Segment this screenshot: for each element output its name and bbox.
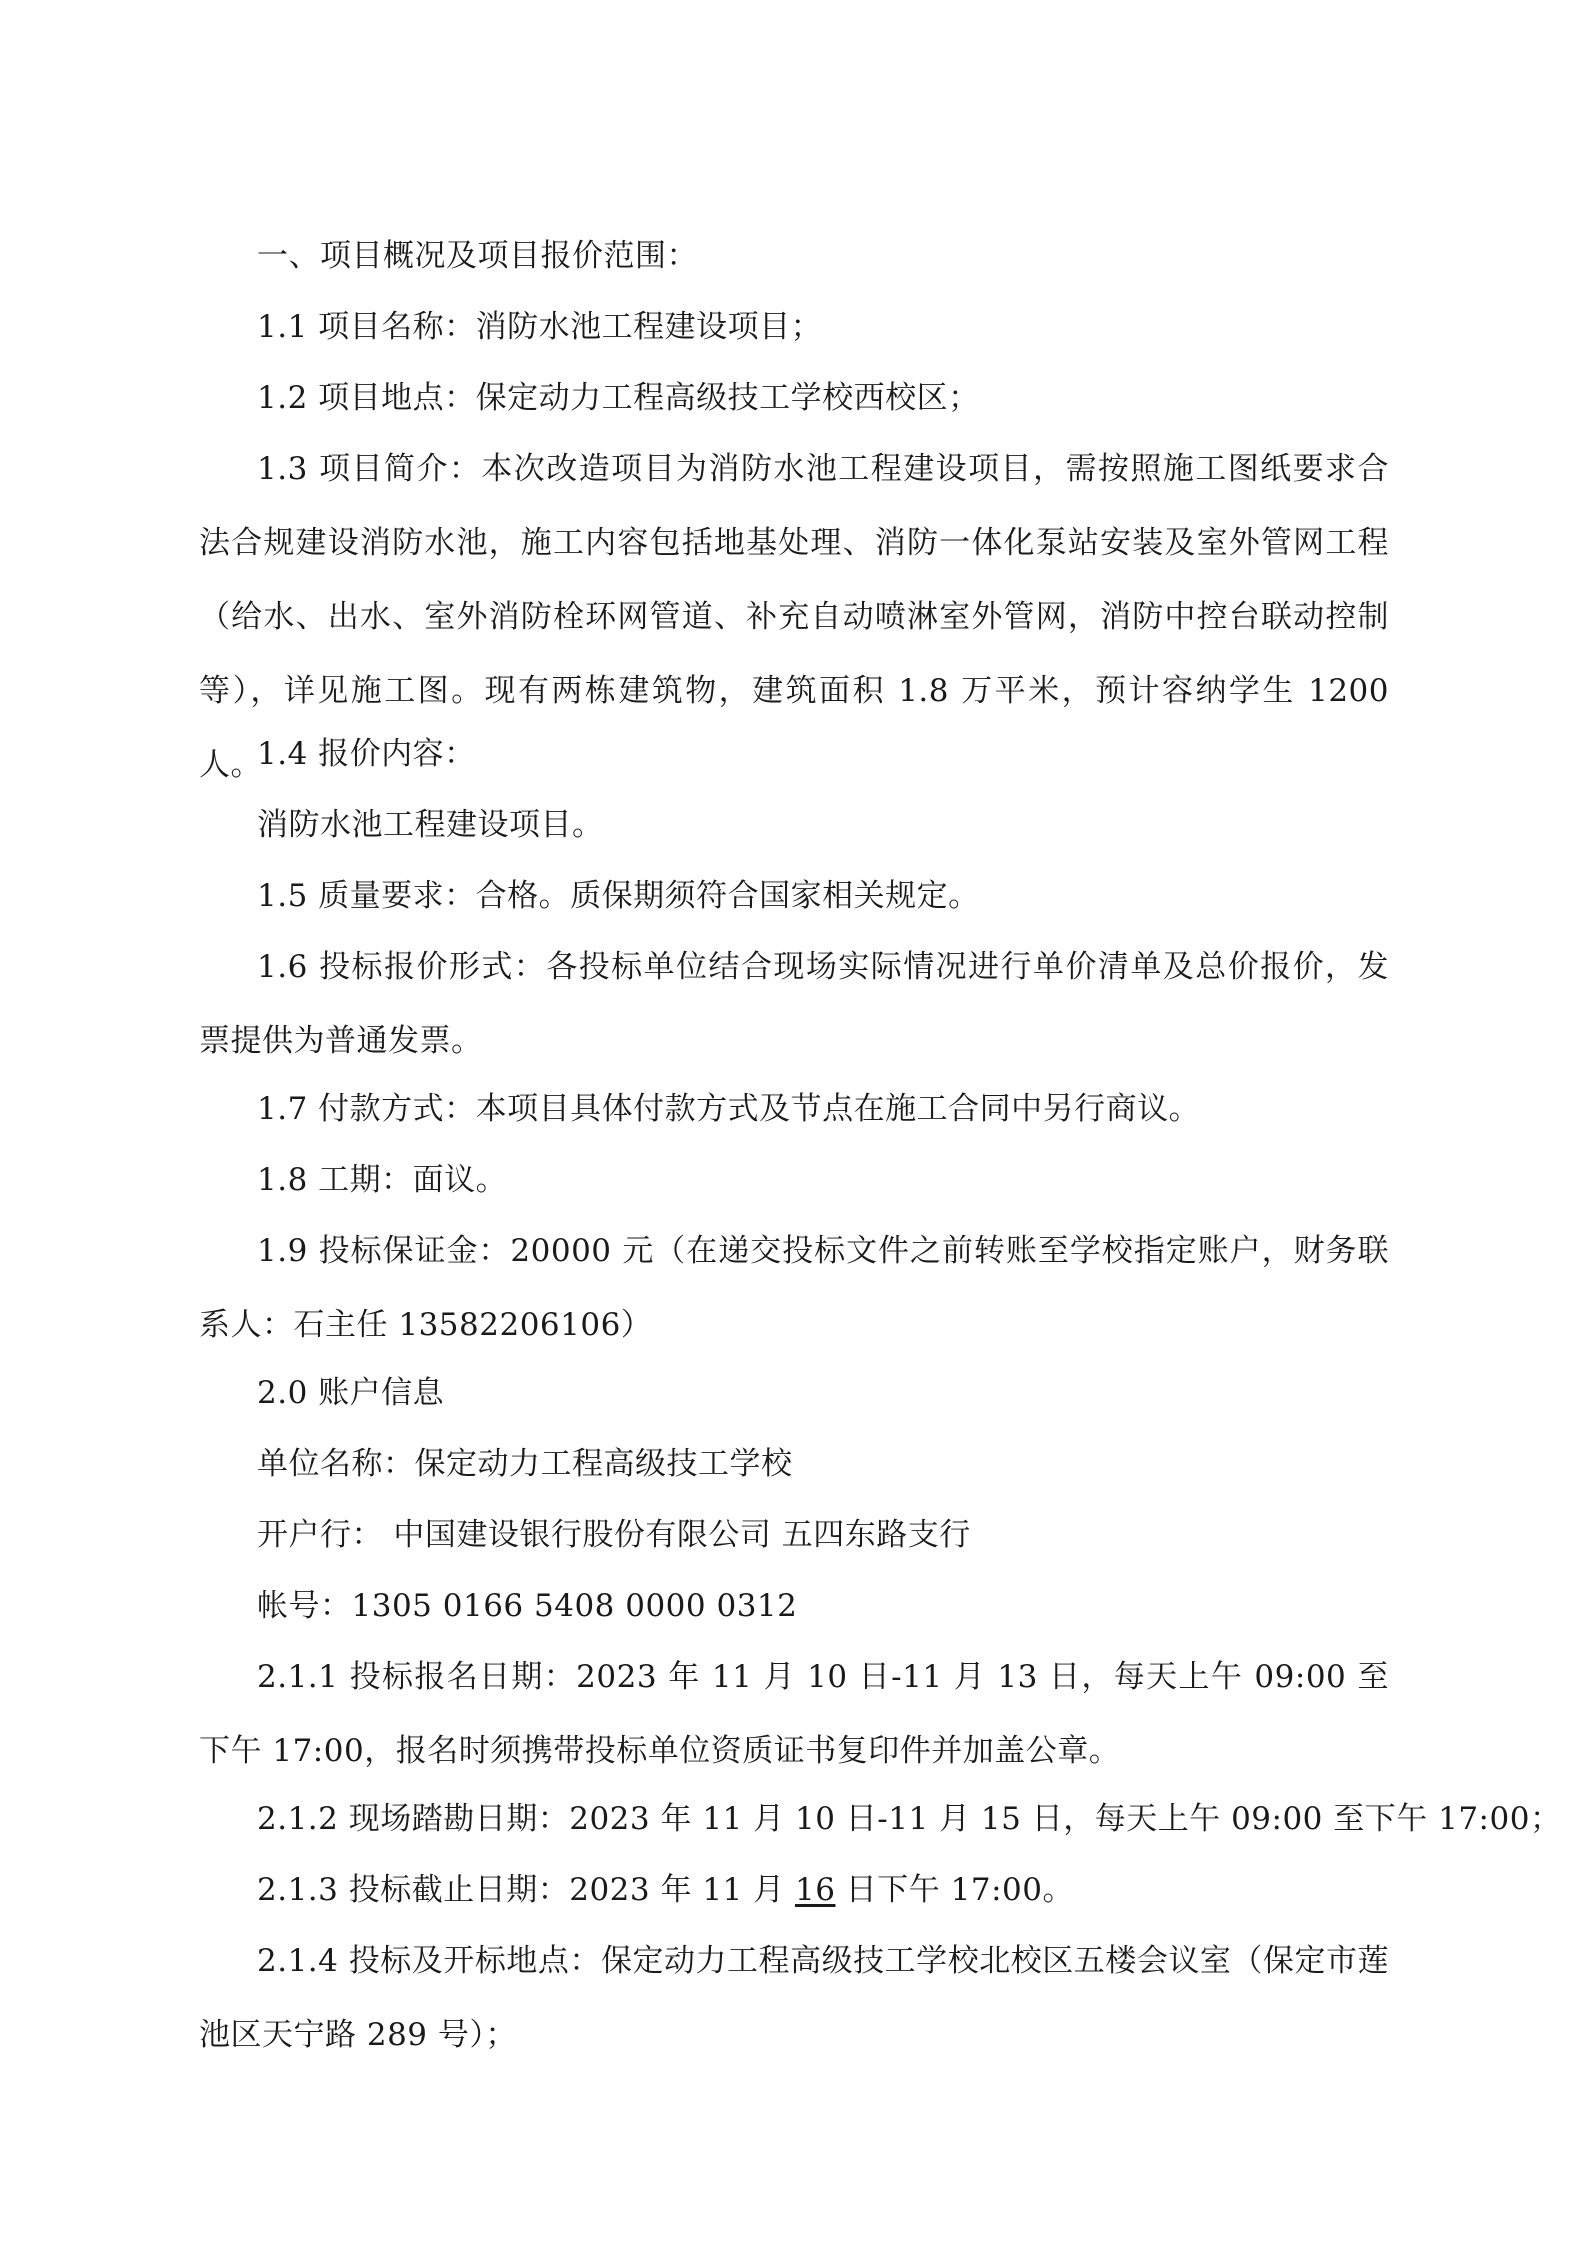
payment-method: 1.7 付款方式：本项目具体付款方式及节点在施工合同中另行商议。 bbox=[257, 1091, 1201, 1127]
bid-deadline bbox=[257, 1853, 1389, 1927]
bid-deadline-day: 16 bbox=[795, 1872, 836, 1908]
registration-date: 2.1.1 投标报名日期：2023 年 11 月 10 日-11 月 13 日，每天上午 09:00 至下午 17:00，报名时须携带投标单位资质证书复印件并加盖公章。 bbox=[199, 1659, 1389, 1769]
quality-requirement: 1.5 质量要求：合格。质保期须符合国家相关规定。 bbox=[257, 878, 980, 914]
project-name: 1.1 项目名称：消防水池工程建设项目； bbox=[257, 309, 823, 345]
bid-deadline-prefix: 2.1.3 投标截止日期：2023 年 11 月 bbox=[257, 1872, 795, 1908]
bid-deadline-suffix: 日下午 17:00。 bbox=[835, 1872, 1074, 1908]
project-summary: 1.3 项目简介：本次改造项目为消防水池工程建设项目，需按照施工图纸要求合法合规建设消防水池，施工内容包括地基处理、消防一体化泵站安装及室外管网工程（给水、出水、室外消防栓环网管道、补充自动喷淋室外管网，消防中控台联动控制等），详见施工图。现有两栋建筑物，建筑面积 1.8 万平米，预计容纳学生 1200 人。 bbox=[199, 451, 1389, 783]
bid-pricing-form: 1.6 投标报价形式：各投标单位结合现场实际情况进行单价清单及总价报价，发票提供为普通发票。 bbox=[199, 949, 1389, 1059]
account-unit-name: 单位名称：保定动力工程高级技工学校 bbox=[257, 1446, 793, 1482]
account-info-heading: 2.0 账户信息 bbox=[257, 1375, 445, 1411]
site-visit-date: 2.1.2 现场踏勘日期：2023 年 11 月 10 日-11 月 15 日，每天上午 09:00 至下午 17:00； bbox=[257, 1801, 1562, 1837]
account-bank: 开户行： 中国建设银行股份有限公司 五四东路支行 bbox=[257, 1517, 971, 1553]
section-heading: 一、项目概况及项目报价范围： bbox=[257, 238, 698, 274]
quote-content-label: 1.4 报价内容： bbox=[257, 736, 476, 772]
construction-period: 1.8 工期：面议。 bbox=[257, 1162, 508, 1198]
bid-deposit: 1.9 投标保证金：20000 元（在递交投标文件之前转账至学校指定账户，财务联系人：石主任 13582206106） bbox=[199, 1233, 1389, 1343]
bid-opening-location: 2.1.4 投标及开标地点：保定动力工程高级技工学校北校区五楼会议室（保定市莲池区天宁路 289 号）； bbox=[199, 1943, 1389, 2053]
project-location: 1.2 项目地点：保定动力工程高级技工学校西校区； bbox=[257, 380, 980, 416]
account-number: 帐号：1305 0166 5408 0000 0312 bbox=[257, 1588, 798, 1624]
quote-content-body: 消防水池工程建设项目。 bbox=[257, 807, 604, 843]
